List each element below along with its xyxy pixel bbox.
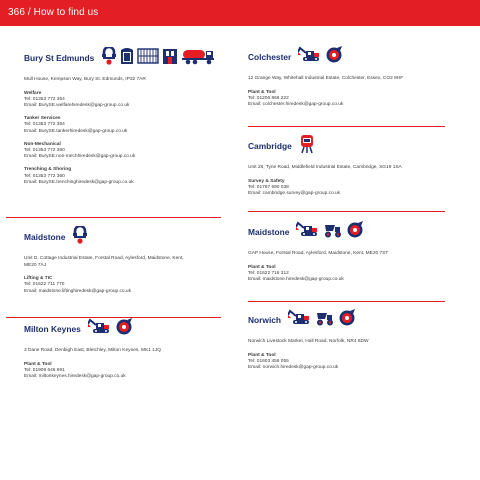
excavator-icon: [288, 309, 312, 332]
service-heading: Survey & Safety: [248, 178, 285, 184]
page-number-title: 366 / How to find us: [8, 7, 99, 18]
shackle-icon: [101, 47, 117, 70]
depot-title-row: [248, 309, 445, 331]
section-divider: [6, 317, 221, 318]
section-divider: [248, 301, 445, 302]
depot-address: Norwich Livestock Market, Hall Road, Norfolk, NR4 6DW: [248, 339, 369, 344]
excavator-icon: [298, 46, 322, 69]
depot-name: Maidstone: [248, 227, 290, 237]
service-icons: [296, 221, 364, 244]
section-divider: [248, 126, 445, 127]
depot-title-row: [248, 135, 445, 157]
phone-number: Tel: 01908 646 691: [24, 367, 65, 373]
service-heading: Plant & Tool: [248, 89, 276, 95]
email-address[interactable]: Email: norwich.hiredesk@gap-group.co.uk: [248, 365, 339, 370]
service-heading: Plant & Tool: [248, 352, 276, 358]
excavator-icon: [88, 318, 112, 341]
email-address[interactable]: Email: BurySE.trenchinghiredesk@gap-group.co.uk: [24, 179, 134, 185]
dumper-icon: [323, 221, 343, 244]
depot-entry: [248, 46, 445, 108]
service-icons: [101, 47, 215, 70]
depot-name: Colchester: [248, 52, 292, 62]
page-header: [0, 0, 480, 26]
cutting-disc-icon: [115, 318, 133, 341]
cutting-disc-icon: [325, 46, 343, 69]
service-icons: [298, 46, 343, 69]
service-heading: Plant & Tool: [248, 264, 276, 270]
phone-number: Tel: 01622 716 312: [248, 270, 289, 276]
depot-name: Norwich: [248, 315, 282, 325]
depot-title-row: [248, 46, 445, 68]
email-address[interactable]: Email: maidstone.hiredesk@gap-group.co.uk: [248, 277, 344, 282]
service-heading: Tanker Services: [24, 116, 61, 122]
service-icons: [299, 134, 315, 159]
dumper-icon: [315, 309, 335, 332]
welfare-unit-icon: [162, 47, 178, 70]
portable-toilet-icon: [120, 47, 134, 70]
depot-entry: [248, 135, 445, 197]
phone-number: Tel: 01353 772 360: [24, 148, 65, 154]
phone-number: Tel: 01353 772 364: [24, 122, 65, 128]
depot-name: Milton Keynes: [24, 324, 81, 334]
service-heading: Lifting & TIC: [24, 276, 53, 282]
depot-title-row: [24, 47, 221, 69]
phone-number: Tel: 01603 456 055: [248, 358, 289, 364]
email-address[interactable]: Email: BurySE.tankerhiredesk@gap-group.co.uk: [24, 128, 128, 134]
depot-name: Maidstone: [24, 232, 66, 242]
service-icons: [288, 309, 356, 332]
depot-address: 12 Grange Way, Whitehall Industrial Estate, Colchester, Essex, CO2 8HF: [248, 76, 404, 81]
depot-address: Unit D, Cottage Industrial Estate, Forstal Road, Aylesford, Maidstone, Kent, ME20 7AJ: [24, 256, 184, 268]
depot-title-row: [24, 318, 221, 340]
depot-title-row: [24, 226, 221, 248]
service-icons: [72, 226, 88, 249]
phone-number: Tel: 01353 772 364: [24, 96, 65, 102]
email-address[interactable]: Email: BurySE.welfarehiredesk@gap-group.co.uk: [24, 103, 130, 108]
email-address[interactable]: Email: cambridge.survey@gap-group.co.uk: [248, 191, 341, 196]
depot-address: GAP House, Forstal Road, Aylesford, Maidstone, Kent, ME20 7ST: [248, 251, 389, 256]
email-address[interactable]: Email: colchester.hiredesk@gap-group.co.uk: [248, 102, 344, 107]
tanker-truck-icon: [181, 47, 215, 70]
phone-number: Tel: 01206 866 222: [248, 95, 289, 101]
depot-entry: [248, 309, 445, 371]
service-heading: Non-Mechanical: [24, 141, 61, 147]
section-divider: [6, 217, 221, 218]
depot-address: 3 Dane Road, Denbigh East, Bletchley, Milton Keynes, MK1 1JQ: [24, 348, 161, 353]
survey-instrument-icon: [299, 134, 315, 159]
section-divider: [248, 211, 445, 212]
phone-number: Tel: 01353 772 360: [24, 173, 65, 179]
phone-number: Tel: 01622 711 770: [24, 282, 65, 288]
depot-entry: [24, 318, 221, 380]
email-address[interactable]: Email: miltonkeynes.hiredesk@gap-group.co.uk: [24, 374, 126, 379]
depot-name: Bury St Edmunds: [24, 53, 95, 63]
depot-title-row: [248, 221, 445, 243]
depot-entry: [248, 221, 445, 283]
email-address[interactable]: Email: maidstone.liftinghiredesk@gap-group.co.uk: [24, 288, 131, 294]
service-heading: Plant & Tool: [24, 361, 52, 367]
phone-number: Tel: 01767 690 038: [248, 184, 289, 190]
depot-entry: [24, 47, 221, 186]
cutting-disc-icon: [338, 309, 356, 332]
service-icons: [88, 318, 133, 341]
depot-address: Mull House, Kempson Way, Bury St. Edmunds, IP32 7AR: [24, 77, 146, 82]
cutting-disc-icon: [346, 221, 364, 244]
depot-address: Unit 28, Tyne Road, Middlefield Industrial Estate, Cambridge, SG19 1SA: [248, 165, 402, 170]
email-address[interactable]: Email: BurySE.non-mechhiredesk@gap-group.co.uk: [24, 154, 136, 160]
shackle-icon: [72, 226, 88, 249]
depot-name: Cambridge: [248, 141, 292, 151]
depot-entry: [24, 226, 221, 295]
excavator-icon: [296, 221, 320, 244]
service-heading: Welfare: [24, 90, 42, 96]
service-heading: Trenching & Shoring: [24, 167, 72, 173]
fence-panel-icon: [137, 47, 159, 70]
